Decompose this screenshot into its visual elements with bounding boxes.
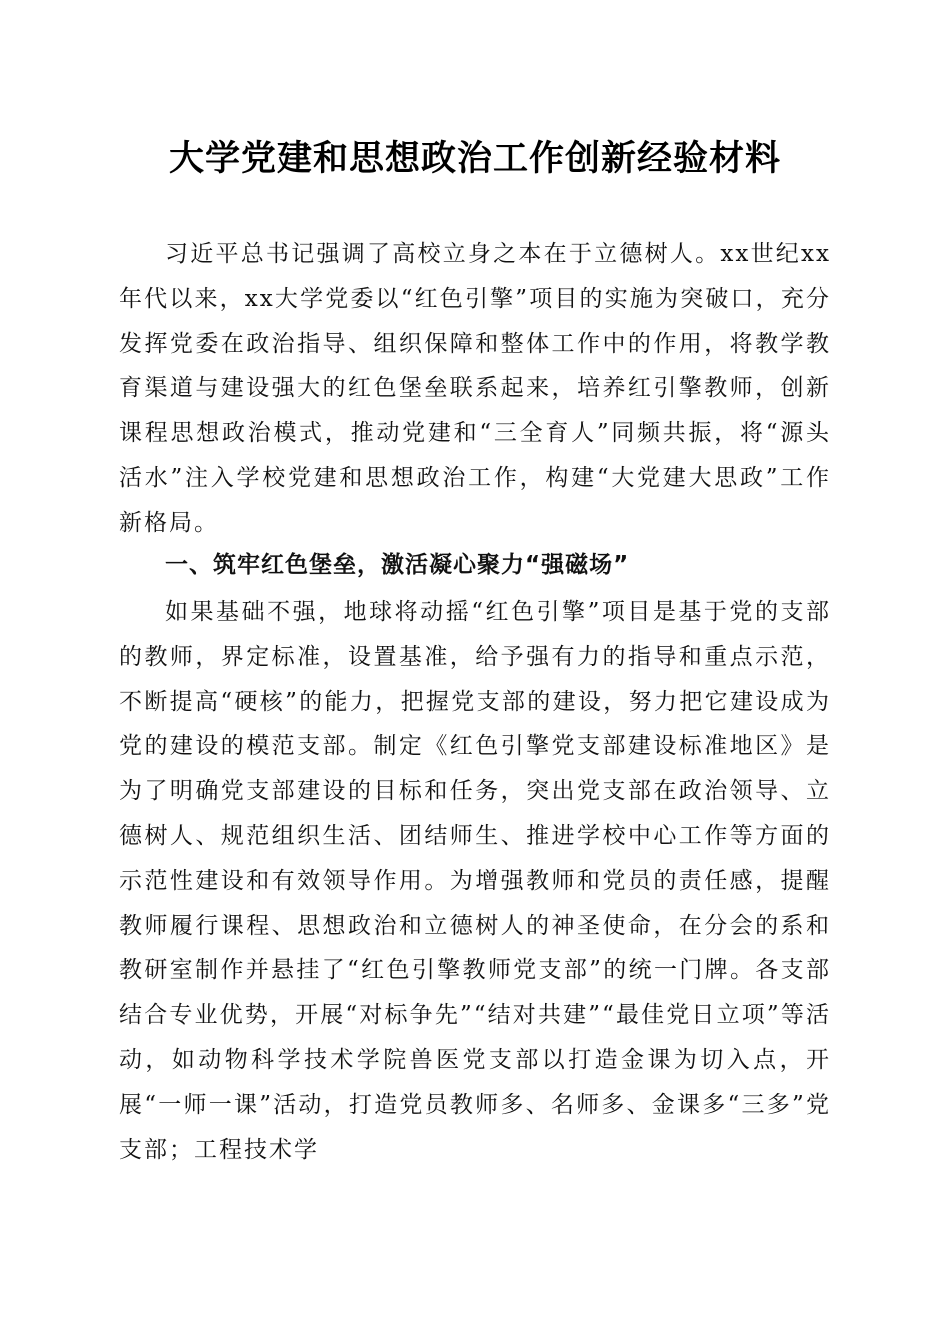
section-heading-1: 一、筑牢红色堡垒，激活凝心聚力“强磁场” <box>165 552 630 578</box>
intro-paragraph: 习近平总书记强调了高校立身之本在于立德树人。xx世纪xx年代以来，xx大学党委以“红色引擎”项目的实施为突破口，充分发挥党委在政治指导、组织保障和整体工作中的作用，将教学教育渠道与建设强大的红色堡垒联系起来，培养红引擎教师，创新课程思想政治模式，推动党建和“三全育人”同频共振，将“源头活水”注入学校党建和思想政治工作，构建“大党建大思政”工作新格局。 <box>119 241 831 536</box>
section-1-paragraph: 如果基础不强，地球将动摇“红色引擎”项目是基于党的支部的教师，界定标准，设置基准，给予强有力的指导和重点示范，不断提高“硬核”的能力，把握党支部的建设，努力把它建设成为党的建设的模范支部。制定《红色引擎党支部建设标准地区》是为了明确党支部建设的目标和任务，突出党支部在政治领导、立德树人、规范组织生活、团结师生、推进学校中心工作等方面的示范性建设和有效领导作用。为增强教师和党员的责任感，提醒教师履行课程、思想政治和立德树人的神圣使命，在分会的系和教研室制作并悬挂了“红色引擎教师党支部”的统一门牌。各支部结合专业优势，开展“对标争先”“结对共建”“最佳党日立项”等活动，如动物科学技术学院兽医党支部以打造金课为切入点，开展“一师一课”活动，打造党员教师多、名师多、金课多“三多”党支部；工程技术学 <box>119 599 831 1163</box>
document-title: 大学党建和思想政治工作创新经验材料 <box>168 138 781 179</box>
